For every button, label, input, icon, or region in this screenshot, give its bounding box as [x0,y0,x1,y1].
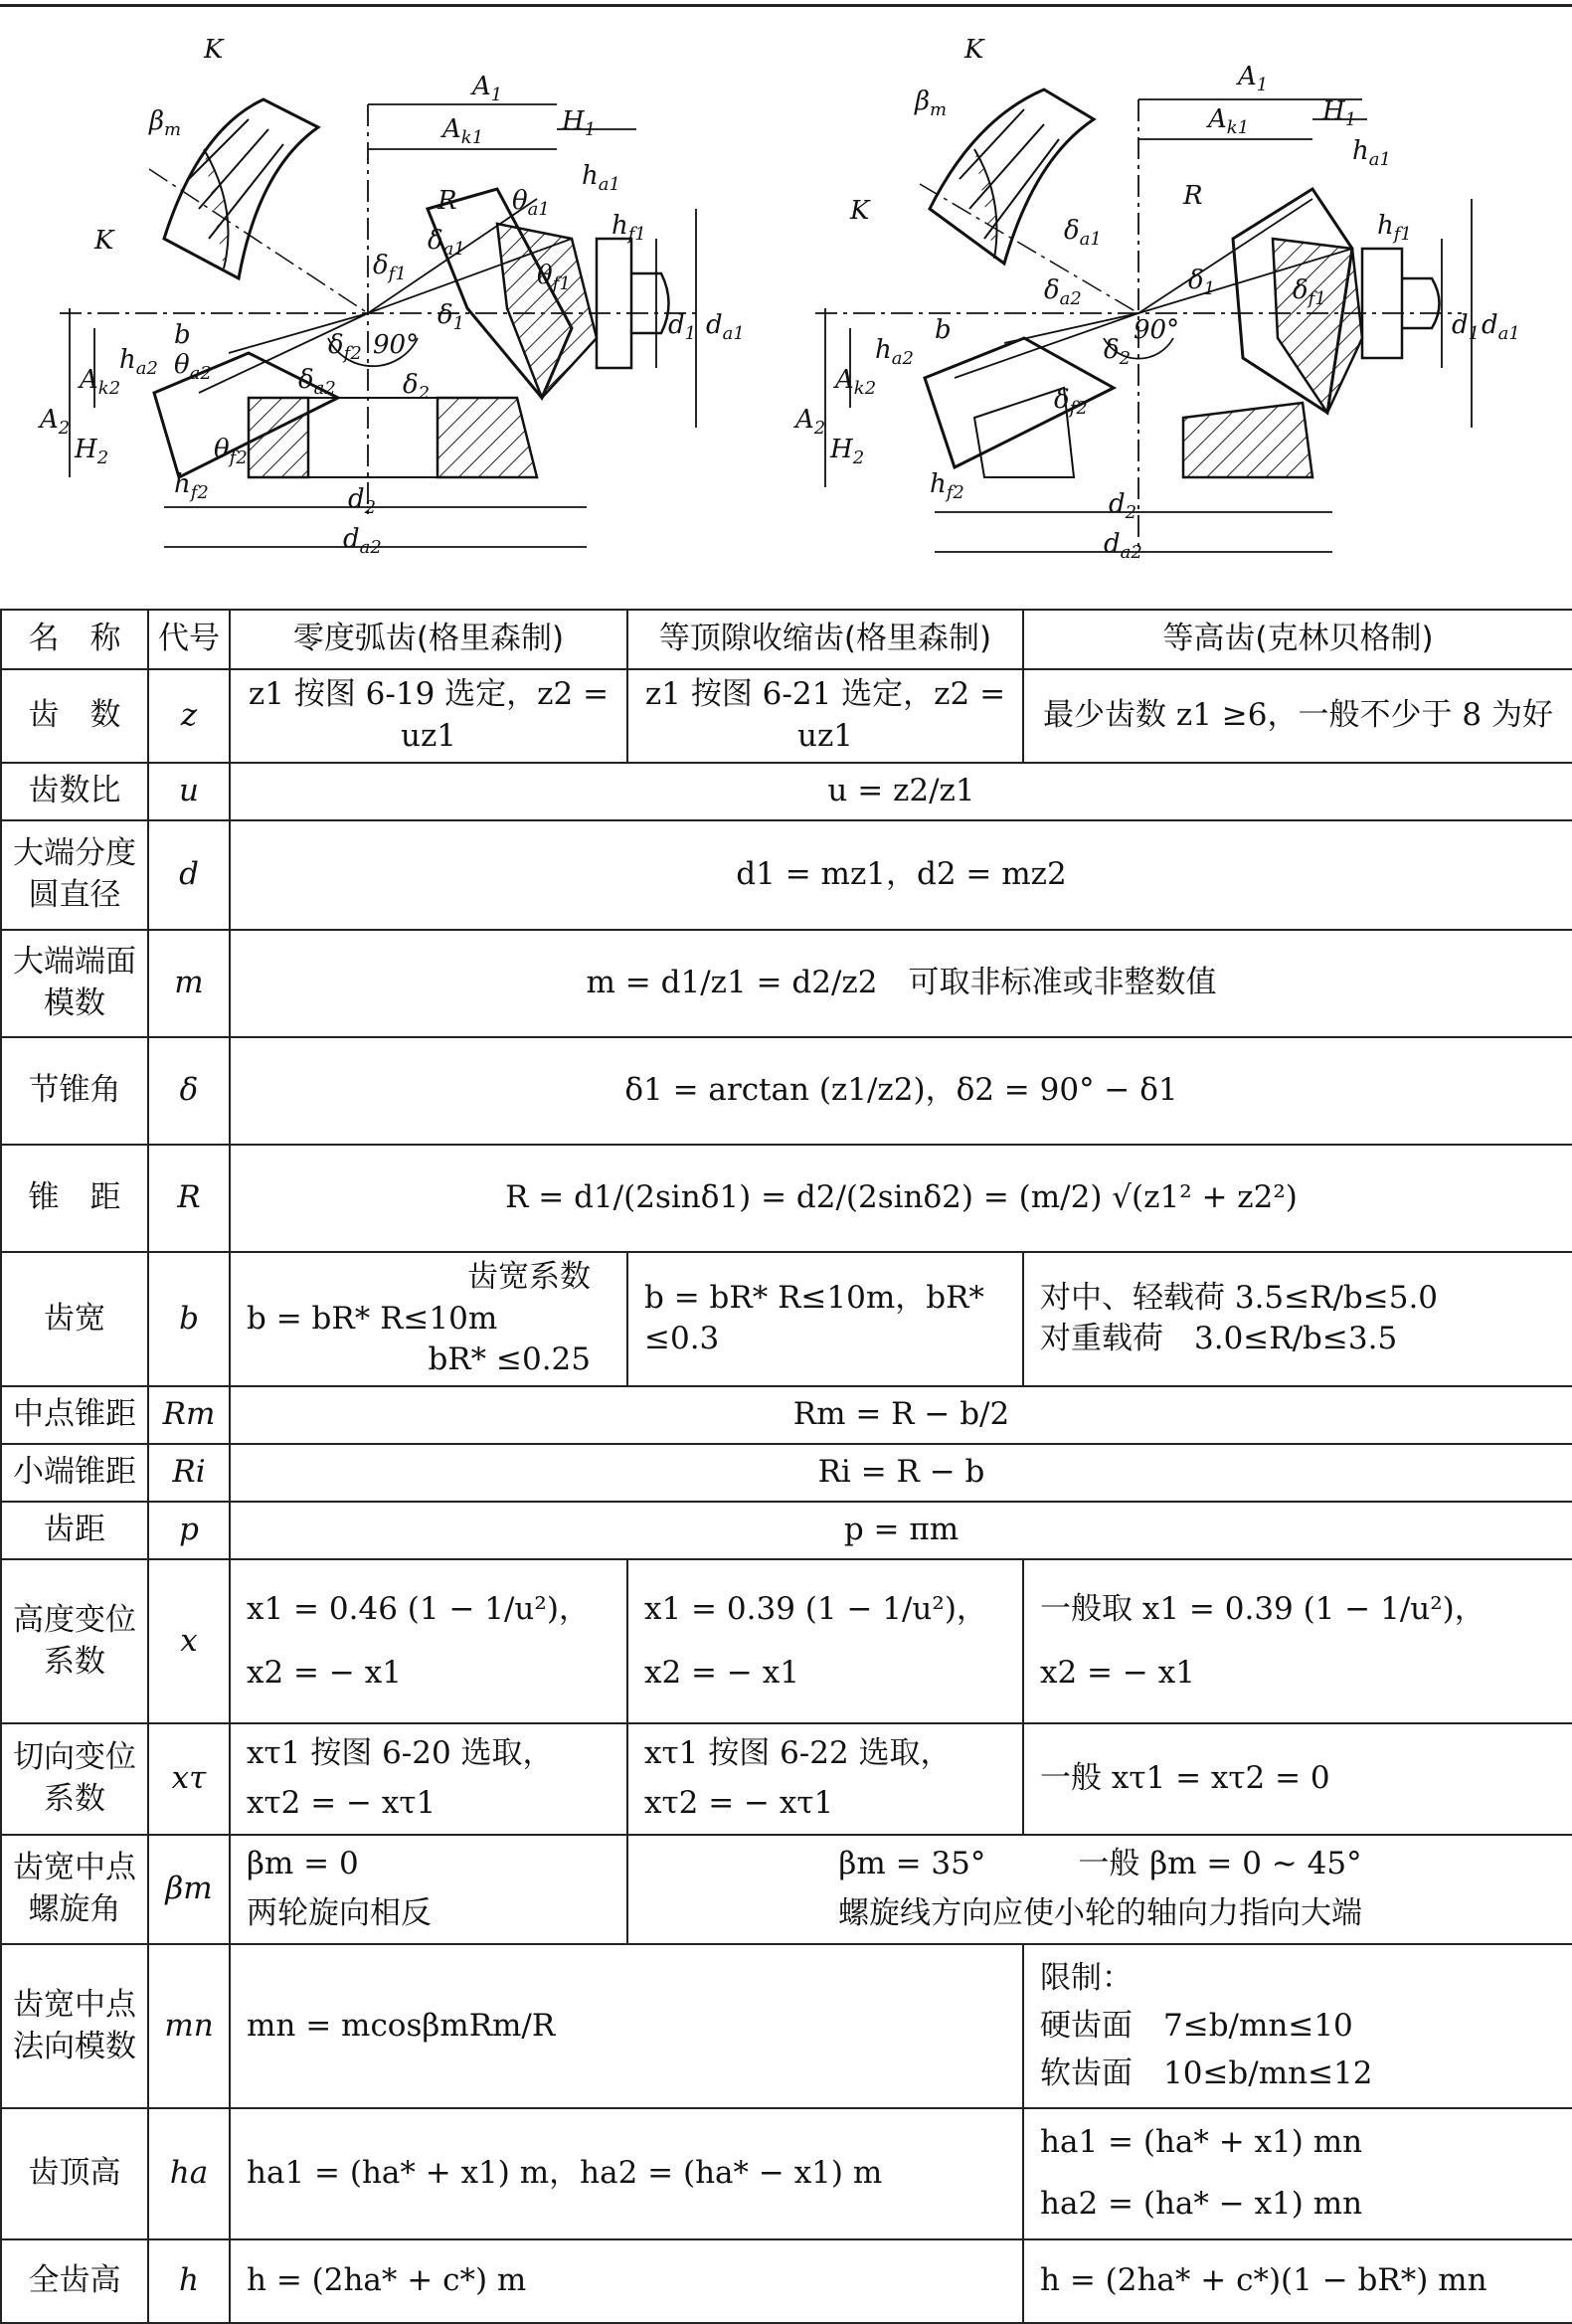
xt1-note: xτ1 按图 6-22 选取， [644,1735,952,1772]
soft-face-limit: 软齿面 10≤b/mn≤12 [1040,2055,1373,2091]
light-load-range: 对中、轻载荷 3.5≤R/b≤5.0 [1040,1279,1439,1316]
spiral-hand-note: 两轮旋向相反 [247,1895,432,1932]
svg-text:hf1: $h_{f1}$ [611,211,646,245]
svg-text:θf2: $\theta_{f2}$ [214,435,248,468]
xt2-formula: xτ2 = − xτ1 [247,1785,437,1822]
svg-text:δf1: $\delta_{f1}$ [1293,275,1326,309]
row-name: 大端端面模数 [1,930,148,1037]
svg-text:δ1: $\delta_1$ [1188,266,1216,299]
formula-cell: Ri = R − b [230,1444,1572,1502]
heavy-load-range: 对重载荷 3.0≤R/b≤3.5 [1040,1321,1398,1357]
svg-text:δf2: $\delta_{f2}$ [328,330,362,364]
svg-text:H1: $H_1$ [1322,96,1357,130]
row-symbol: xτ [148,1723,230,1835]
face-width-note: 齿宽系数 [467,1258,591,1295]
svg-text:90°: 90° [1134,315,1180,345]
svg-text:A2: $A_2$ [795,405,826,439]
row-name: 全齿高 [1,2239,148,2323]
svg-text:Ak2: $A_{k2}$ [835,365,877,399]
table-row [1,1835,1572,1944]
row-name: 节锥角 [1,1037,148,1145]
svg-text:Ak1: $A_{k1}$ [1208,104,1250,138]
svg-text:A1: $A_1$ [472,72,503,105]
svg-text:b: b [935,315,952,345]
row-name: 齿宽中点法向模数 [1,1944,148,2108]
table-row [1,1944,1572,2108]
cell-zero-spiral [230,1723,627,1835]
svg-text:da1: $d_{a1}$ [1482,310,1520,344]
header-equal-depth: 等高齿(克林贝格制) [1023,610,1572,669]
svg-text:δa1: $\delta_{a1}$ [1064,216,1102,250]
svg-text:H1: $H_1$ [562,106,597,140]
xt2-formula: xτ2 = − xτ1 [644,1785,834,1822]
svg-text:R: R [437,186,457,216]
table-row [1,1444,1572,1502]
svg-text:βm: $\beta_m$ [149,106,182,140]
formula-cell: u = z2/z1 [230,763,1572,820]
header-equal-clearance: 等顶隙收缩齿(格里森制) [627,610,1023,669]
svg-text:b: b [174,320,191,350]
ha1-formula: ha1 = (ha* + x1) mn [1040,2124,1363,2161]
svg-text:K: K [204,35,224,65]
right-gear-labels [793,35,1520,563]
cell-equal-depth: 一般 xτ1 = xτ2 = 0 [1023,1723,1572,1835]
row-name: 大端分度圆直径 [1,820,148,930]
cell-equal-depth [1023,2108,1572,2239]
table-row [1,2108,1572,2239]
row-name: 中点锥距 [1,1386,148,1444]
table-row [1,1723,1572,1835]
row-name: 高度变位系数 [1,1559,148,1723]
svg-text:K: K [964,35,984,65]
row-symbol: z [148,669,230,763]
cell-merged-spiral [627,1835,1572,1944]
row-name: 小端锥距 [1,1444,148,1502]
svg-text:A2: $A_2$ [40,405,71,439]
cell-equal-clearance [627,1559,1023,1723]
cell-merged-addendum: ha1 = (ha* + x1) m，ha2 = (ha* − x1) m [230,2108,1023,2239]
svg-text:da2: $d_{a2}$ [1104,529,1142,563]
svg-text:da2: $d_{a2}$ [343,524,382,558]
row-symbol: βm [148,1835,230,1944]
svg-text:ha2: $h_{a2}$ [119,345,158,379]
limit-label: 限制： [1040,1959,1133,1996]
row-name: 锥 距 [1,1145,148,1252]
svg-text:d1: $d_1$ [1452,310,1481,344]
svg-text:H2: $H_2$ [75,435,109,468]
hard-face-limit: 硬齿面 7≤b/mn≤10 [1040,2007,1353,2044]
svg-text:K: K [94,226,114,256]
table-row [1,1559,1572,1723]
svg-text:Ak1: $A_{k1}$ [442,114,484,148]
svg-text:da1: $d_{a1}$ [706,310,745,344]
svg-text:δ1: $\delta_1$ [437,300,465,334]
svg-text:δa2: $\delta_{a2}$ [1044,275,1082,309]
table-row [1,763,1572,820]
face-width-formula: b = bR* R≤10m [247,1300,498,1337]
svg-text:ha2: $h_{a2}$ [875,335,914,369]
row-name: 齿距 [1,1502,148,1559]
svg-text:90°: 90° [373,330,420,360]
svg-text:θf1: $\theta_{f1}$ [537,261,571,294]
svg-text:Ak2: $A_{k2}$ [80,365,121,399]
formula-cell: δ1 = arctan (z1/z2)，δ2 = 90° − δ1 [230,1037,1572,1145]
cell-equal-clearance: b = bR* R≤10m，bR* ≤0.3 [627,1252,1023,1387]
svg-text:ha1: $h_{a1}$ [582,161,620,195]
row-name: 齿数比 [1,763,148,820]
svg-text:hf2: $h_{f2}$ [930,469,964,503]
svg-text:d1: $d_1$ [668,310,697,344]
formula-cell: p = πm [230,1502,1572,1559]
table-row [1,1502,1572,1559]
x1-formula: 一般取 x1 = 0.39 (1 − 1/u²)， [1040,1590,1485,1627]
header-zero-spiral: 零度弧齿(格里森制) [230,610,627,669]
row-symbol: p [148,1502,230,1559]
svg-text:A1: $A_1$ [1238,62,1269,95]
cell-zero-spiral: z1 按图 6-19 选定，z2 = uz1 [230,669,627,763]
table-row [1,1386,1572,1444]
svg-text:d2: $d_2$ [348,484,377,518]
left-gear-drawing [60,99,696,547]
row-symbol: d [148,820,230,930]
cell-equal-clearance [627,1723,1023,1835]
cell-equal-depth [1023,1252,1572,1387]
svg-text:θa1: $\theta_{a1}$ [512,186,550,220]
cell-zero-spiral [230,1559,627,1723]
svg-text:K: K [850,196,870,226]
table-row [1,820,1572,930]
row-name: 齿宽 [1,1252,148,1387]
ha2-formula: ha2 = (ha* − x1) mn [1040,2186,1363,2223]
table-row [1,669,1572,763]
table-row [1,1145,1572,1252]
table-header-row [1,610,1572,669]
cell-equal-depth [1023,1944,1572,2108]
cell-equal-clearance: z1 按图 6-21 选定，z2 = uz1 [627,669,1023,763]
cell-merged-whole-depth: h = (2ha* + c*) m [230,2239,1023,2323]
row-symbol: m [148,930,230,1037]
x1-formula: x1 = 0.46 (1 − 1/u²)， [247,1590,590,1627]
x2-formula: x2 = − x1 [1040,1654,1195,1691]
cell-equal-depth: h = (2ha* + c*)(1 − bR*) mn [1023,2239,1572,2323]
face-width-limit: bR* ≤0.25 [428,1341,591,1378]
table-row [1,1037,1572,1145]
svg-text:δf2: $\delta_{f2}$ [1054,385,1088,419]
svg-text:hf1: $h_{f1}$ [1377,211,1412,245]
svg-text:δa2: $\delta_{a2}$ [298,365,336,399]
x1-formula: x1 = 0.39 (1 − 1/u²)， [644,1590,987,1627]
svg-text:H2: $H_2$ [830,435,865,468]
row-symbol: mn [148,1944,230,2108]
svg-text:R: R [1183,181,1203,211]
x2-formula: x2 = − x1 [247,1654,402,1691]
svg-text:θa2: $\theta_{a2}$ [174,350,212,384]
xt1-note: xτ1 按图 6-20 选取， [247,1735,554,1772]
header-symbol: 代号 [148,610,230,669]
bevel-gear-formula-table [0,609,1572,2324]
row-name: 齿顶高 [1,2108,148,2239]
svg-text:δa1: $\delta_{a1}$ [428,226,465,260]
cell-merged-normal-module: mn = mcosβmRm/R [230,1944,1023,2108]
left-gear-labels [38,35,745,558]
spiral-angle-range: βm = 35° 一般 βm = 0 ~ 45° [838,1846,1362,1882]
x2-formula: x2 = − x1 [644,1654,799,1691]
formula-cell: R = d1/(2sinδ1) = d2/(2sinδ2) = (m/2) √(z1² + z2²) [230,1145,1572,1252]
row-name: 切向变位系数 [1,1723,148,1835]
formula-cell: Rm = R − b/2 [230,1386,1572,1444]
row-symbol: x [148,1559,230,1723]
spiral-angle-value: βm = 0 [247,1846,359,1882]
cell-equal-depth [1023,1559,1572,1723]
svg-text:d2: $d_2$ [1109,489,1137,523]
spiral-direction-note: 螺旋线方向应使小轮的轴向力指向大端 [838,1895,1362,1932]
row-name: 齿宽中点螺旋角 [1,1835,148,1944]
top-rule [0,4,1572,7]
svg-text:δ2: $\delta_2$ [1104,335,1132,369]
row-name: 齿 数 [1,669,148,763]
row-symbol: Ri [148,1444,230,1502]
row-symbol: δ [148,1037,230,1145]
cell-equal-depth: 最少齿数 z1 ≥6，一般不少于 8 为好 [1023,669,1572,763]
header-name: 名 称 [1,610,148,669]
row-symbol: Rm [148,1386,230,1444]
svg-text:βm: $\beta_m$ [915,87,948,120]
bevel-gear-figure [0,10,1572,607]
row-symbol: ha [148,2108,230,2239]
formula-cell: d1 = mz1，d2 = mz2 [230,820,1572,930]
table-row [1,1252,1572,1387]
svg-text:δ2: $\delta_2$ [403,370,431,404]
table-row [1,930,1572,1037]
row-symbol: u [148,763,230,820]
svg-text:δf1: $\delta_{f1}$ [373,251,407,284]
formula-cell: m = d1/z1 = d2/z2 可取非标准或非整数值 [230,930,1572,1037]
svg-text:ha1: $h_{a1}$ [1352,136,1391,170]
cell-zero-spiral [230,1835,627,1944]
svg-text:hf2: $h_{f2}$ [174,469,209,503]
row-symbol: R [148,1145,230,1252]
row-symbol: h [148,2239,230,2323]
table-row [1,2239,1572,2323]
cell-zero-spiral [230,1252,627,1387]
row-symbol: b [148,1252,230,1387]
